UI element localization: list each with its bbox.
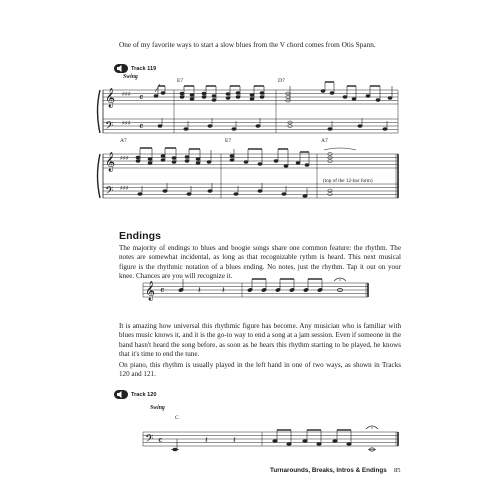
svg-text:♯♯♯: ♯♯♯ bbox=[120, 155, 129, 162]
swing-marking: Swing bbox=[150, 405, 165, 411]
svg-text:𝄢: 𝄢 bbox=[105, 120, 114, 135]
chord-symbol: D7 bbox=[278, 78, 285, 84]
svg-text:𝄽: 𝄽 bbox=[233, 436, 236, 446]
track-label: Track 120 bbox=[131, 392, 157, 398]
chord-symbol: C bbox=[175, 415, 179, 421]
svg-text:𝄴: 𝄴 bbox=[160, 286, 165, 297]
track-120-badge bbox=[114, 386, 157, 404]
svg-text:♯♯♯: ♯♯♯ bbox=[122, 120, 131, 127]
svg-text:𝄴: 𝄴 bbox=[158, 436, 163, 447]
running-footer: Turnarounds, Breaks, Intros & Endings bbox=[270, 467, 387, 474]
svg-text:𝄴: 𝄴 bbox=[139, 122, 144, 133]
track-label: Track 119 bbox=[131, 66, 157, 72]
svg-text:𝄞: 𝄞 bbox=[105, 88, 116, 108]
svg-text:𝄞: 𝄞 bbox=[145, 281, 156, 301]
swing-marking: Swing bbox=[123, 74, 138, 80]
page-number: 85 bbox=[394, 467, 401, 474]
form-annotation: (top of the 12-bar form) bbox=[323, 178, 373, 184]
chord-symbol: A7 bbox=[120, 138, 127, 144]
svg-text:𝄞: 𝄞 bbox=[105, 152, 116, 172]
svg-text:𝄴: 𝄴 bbox=[139, 93, 144, 104]
endings-paragraph-2: It is amazing how universal this rhythmic figure has become. Any musician who is familiar with blues music knows it, and it is the go-to way to end a song at a jam session. Even if someone in the band hasn't heard the song before, as soon as he hears this rhythm starting to be played, he knows that it's time to end the tune. bbox=[119, 322, 401, 358]
intro-text: One of my favorite ways to start a slow blues from the V chord comes from Otis Spann. bbox=[119, 40, 376, 49]
grand-staff-system-1 bbox=[103, 90, 398, 133]
svg-text:𝄽: 𝄽 bbox=[222, 286, 225, 296]
chord-symbol: A7 bbox=[321, 138, 328, 144]
svg-text:𝄽: 𝄽 bbox=[205, 436, 208, 446]
chord-symbol: E7 bbox=[225, 138, 232, 144]
speaker-icon bbox=[114, 386, 128, 404]
svg-text:𝄢: 𝄢 bbox=[145, 433, 154, 448]
svg-text:𝄢: 𝄢 bbox=[105, 185, 114, 200]
svg-text:♯♯♯: ♯♯♯ bbox=[120, 185, 129, 192]
svg-text:𝄽: 𝄽 bbox=[198, 286, 201, 296]
section-heading-endings: Endings bbox=[119, 230, 162, 242]
svg-text:♯♯♯: ♯♯♯ bbox=[122, 91, 131, 98]
endings-paragraph-3: On piano, this rhythm is usually played in the left hand in one of two ways, as shown in Tracks 120 and 121. bbox=[119, 361, 401, 379]
chord-symbol: E7 bbox=[177, 78, 184, 84]
endings-paragraph-1: The majority of endings to blues and boogie songs share one common feature: the rhythm. The notes are somewhat incidental, as long as that recognizable rythm is heard. This next musical figure is the rhythmic notation of a blues ending. No notes, just the rhythm. Tap it out on your knee. Chances are you will recognize it. bbox=[119, 244, 401, 280]
